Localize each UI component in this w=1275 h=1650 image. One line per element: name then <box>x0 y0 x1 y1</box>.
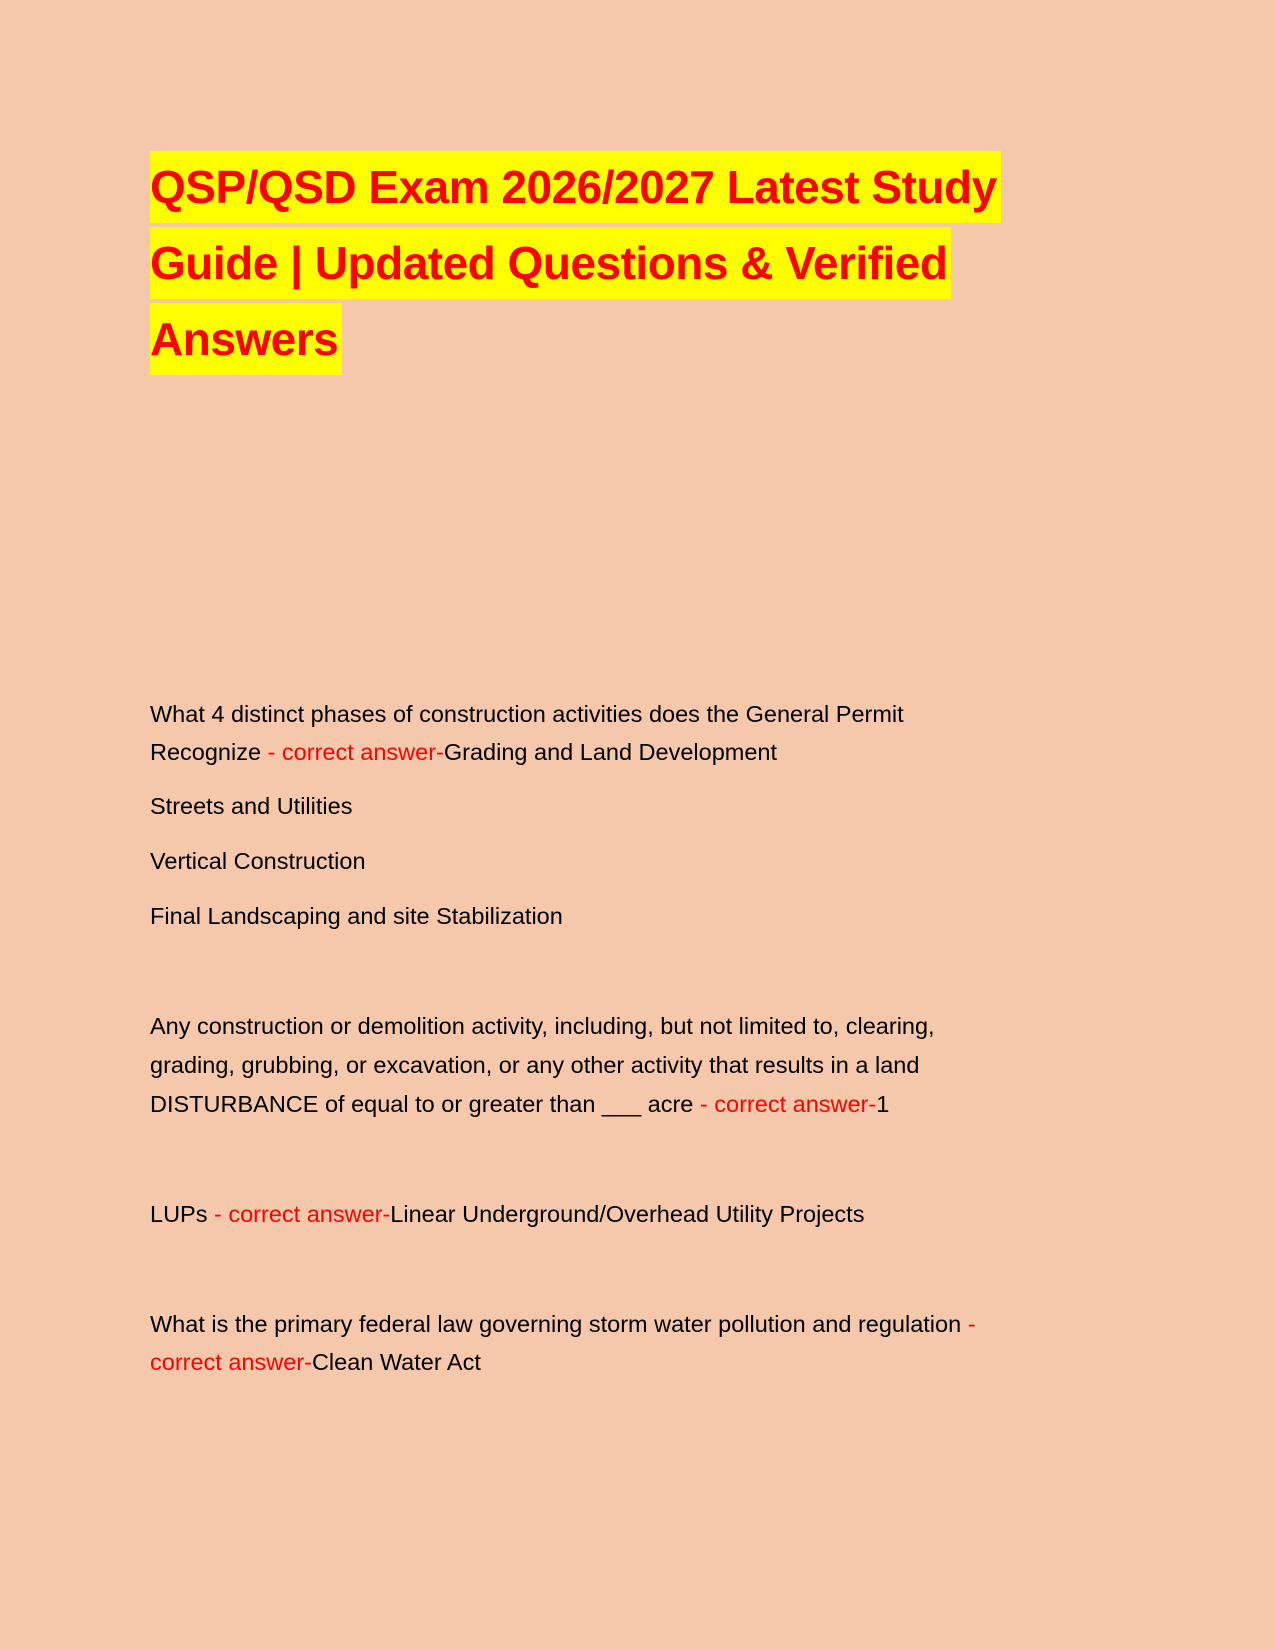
answer-marker: correct answer- <box>150 1349 312 1375</box>
answer-text: Clean Water Act <box>311 1349 481 1375</box>
answer-marker: - correct answer- <box>699 1091 877 1117</box>
title-line: QSP/QSD Exam 2026/2027 Latest Study <box>150 151 1001 223</box>
question-line <box>150 1309 976 1339</box>
question-answer-line <box>150 737 777 767</box>
question-text: What 4 distinct phases of construction activities does the General Permit <box>150 701 904 727</box>
title-line: Answers <box>150 303 342 375</box>
answer-text: Linear Underground/Overhead Utility Projects <box>390 1201 865 1227</box>
question-text: grading, grubbing, or excavation, or any other activity that results in a land <box>150 1052 920 1078</box>
question-text: LUPs <box>150 1201 214 1227</box>
answer-text: Vertical Construction <box>150 848 366 874</box>
answer-text: Streets and Utilities <box>150 793 353 819</box>
question-text: Any construction or demolition activity, including, but not limited to, clearing, <box>150 1013 935 1039</box>
question-answer-line <box>150 1199 864 1229</box>
answer-line <box>150 1347 481 1377</box>
question-answer-line <box>150 1089 889 1119</box>
question-text: Recognize <box>150 739 268 765</box>
answer-text: Grading and Land Development <box>443 739 778 765</box>
answer-marker: - correct answer- <box>267 739 444 765</box>
answer-marker: - correct answer- <box>214 1201 391 1227</box>
answer-marker: - <box>967 1311 976 1337</box>
question-text: What is the primary federal law governing storm water pollution and regulation <box>150 1311 968 1337</box>
question-text: DISTURBANCE of equal to or greater than ___ acre <box>150 1091 700 1117</box>
title-line: Guide | Updated Questions & Verified <box>150 227 951 299</box>
answer-text: 1 <box>876 1091 890 1117</box>
answer-text: Final Landscaping and site Stabilization <box>150 903 563 929</box>
